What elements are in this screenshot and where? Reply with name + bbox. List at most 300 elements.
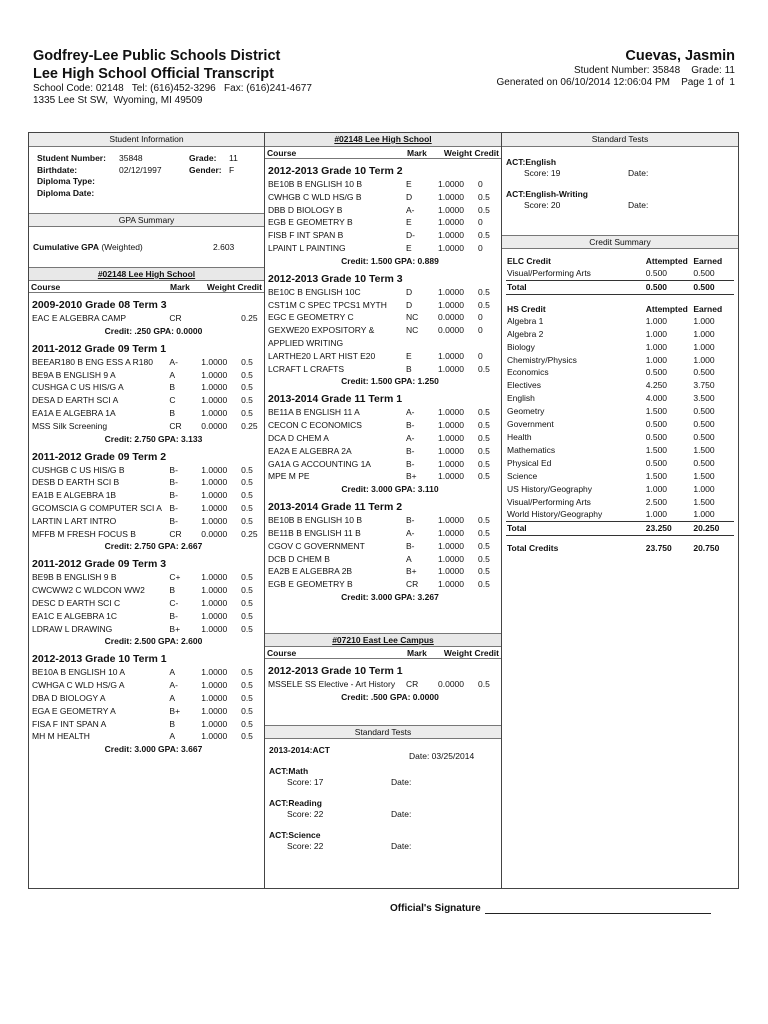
credit-attempted: 0.500: [645, 457, 668, 468]
test-date: Date:: [391, 840, 412, 851]
course-weight: 0.0000: [201, 528, 228, 539]
term-heading: 2013-2014 Grade 11 Term 2: [268, 501, 403, 514]
course-name: CGOV C GOVERNMENT: [268, 540, 365, 551]
course-row: [265, 445, 501, 458]
cumulative-gpa-label: Cumulative GPA: [33, 242, 99, 252]
course-mark: B: [169, 718, 176, 729]
term-heading: 2011-2012 Grade 09 Term 2: [32, 450, 167, 463]
credit-earned: 0.500: [693, 419, 715, 430]
course-credit: 0.5: [241, 490, 253, 501]
course-weight: 1.0000: [438, 242, 464, 253]
hs-credit-header: [502, 303, 738, 315]
credit-subject: Visual/Performing Arts: [507, 496, 591, 507]
credit-attempted: 0.500: [645, 281, 668, 292]
course-weight: 1.0000: [438, 179, 464, 189]
course-weight: 1.0000: [438, 299, 464, 310]
credit-attempted: 1.000: [645, 328, 668, 339]
course-name: CUSHGA C US HIS/G A: [32, 382, 124, 393]
credit-subject: Electives: [507, 380, 542, 391]
course-name: LCRAFT L CRAFTS: [268, 363, 345, 374]
course-weight: 0.0000: [438, 325, 464, 336]
course-credit: 0.5: [478, 540, 490, 551]
credit-attempted: 1.000: [645, 315, 668, 326]
test-score: Score: 17: [287, 776, 324, 787]
gpa-summary-heading: GPA Summary: [29, 213, 264, 227]
term-credit-gpa: Credit: .250 GPA: 0.0000: [104, 325, 203, 336]
course-row: [29, 679, 264, 692]
test-date: Date:: [391, 808, 412, 819]
hs-total-row: [506, 521, 734, 536]
course-row: [29, 420, 264, 433]
credit-row: [502, 444, 738, 457]
course-row: [265, 527, 501, 540]
course-weight: 1.0000: [201, 477, 228, 488]
district-name: Godfrey-Lee Public Schools District: [33, 48, 281, 64]
credit-subject: Chemistry/Physics: [507, 354, 577, 365]
course-mark: A: [169, 667, 176, 678]
course-name: FISB F INT SPAN B: [268, 230, 344, 241]
course-weight: 1.0000: [438, 363, 464, 374]
course-credit: 0.5: [241, 597, 253, 608]
course-weight: 1.0000: [201, 667, 228, 678]
course-credit: 0.5: [241, 515, 253, 526]
course-mark: A-: [406, 204, 415, 215]
course-name: MPE M PE: [268, 471, 310, 482]
course-row: [265, 470, 501, 483]
term-credit-gpa: Credit: .500 GPA: 0.0000: [341, 691, 439, 702]
weight-col: Weight: [443, 148, 473, 158]
course-credit: 0.5: [241, 623, 253, 634]
course-credit: 0.25: [241, 313, 258, 323]
course-name: GCOMSCIA G COMPUTER SCI A: [32, 502, 162, 513]
course-row: [29, 584, 264, 597]
course-row: [265, 363, 501, 376]
signature-area: [390, 902, 711, 914]
term-heading: 2012-2013 Grade 10 Term 2: [268, 165, 403, 177]
course-name: CUSHGB C US HIS/G B: [32, 464, 125, 475]
attempted-label: Attempted: [645, 256, 688, 266]
term-credit-gpa: Credit: 1.500 GPA: 1.250: [341, 376, 439, 387]
course-mark: B-: [406, 420, 415, 431]
course-credit: 0.5: [241, 667, 253, 678]
course-weight: 1.0000: [201, 680, 228, 691]
course-weight: 1.0000: [201, 705, 228, 716]
course-name: CWHGB C WLD HS/G B: [268, 191, 362, 202]
course-name: MH M HEALTH: [32, 731, 90, 742]
mark-col: Mark: [407, 647, 427, 658]
course-mark: B-: [406, 445, 415, 456]
term-credit-gpa: Credit: 3.000 GPA: 3.667: [104, 744, 203, 755]
total-credits-wrap: [502, 542, 738, 555]
course-credit: 0.5: [241, 610, 253, 621]
course-name: BE10C B ENGLISH 10C: [268, 286, 361, 297]
course-name: MSSELE SS Elective - Art History: [268, 678, 396, 689]
course-name: DESA D EARTH SCI A: [32, 395, 119, 406]
course-credit: 0.25: [241, 528, 258, 539]
course-name: CECON C ECONOMICS: [268, 420, 362, 431]
credit-earned: 1.500: [693, 444, 715, 455]
term-credit-gpa: Credit: 3.000 GPA: 3.110: [341, 484, 439, 495]
course-credit: 0.5: [478, 445, 490, 456]
course-mark: E: [406, 217, 412, 228]
earned-label: Earned: [693, 256, 723, 266]
course-mark: B-: [169, 464, 178, 475]
standard-tests-heading-mid: Standard Tests: [265, 725, 501, 739]
course-mark: B: [406, 363, 412, 374]
standard-tests-heading-right: Standard Tests: [502, 133, 738, 147]
course-weight: 1.0000: [201, 610, 228, 621]
transcript-body: [28, 132, 739, 889]
school-heading-lee-2: #02148 Lee High School: [265, 133, 501, 147]
credit-subject: US History/Geography: [507, 483, 593, 494]
course-credit: 0.5: [478, 471, 490, 482]
school-contact: School Code: 02148 Tel: (616)452-3296 Fax: (616)241-4677: [33, 83, 312, 94]
credit-attempted: 1.500: [645, 444, 668, 455]
course-name: DESB D EARTH SCI B: [32, 477, 120, 488]
course-weight: 1.0000: [201, 356, 228, 367]
test-score-date: [506, 168, 734, 179]
course-row: [265, 242, 501, 255]
course-row: [265, 578, 501, 591]
course-weight: 1.0000: [201, 464, 228, 475]
course-mark: NC: [406, 312, 419, 323]
col2-terms: [265, 165, 501, 603]
course-row: [29, 381, 264, 394]
course-credit: 0.5: [478, 299, 490, 310]
course-credit: 0.5: [478, 407, 490, 418]
course-name: EA1B E ALGEBRA 1B: [32, 490, 117, 501]
course-credit: 0: [478, 242, 483, 253]
credit-earned: 0.500: [693, 268, 715, 278]
course-mark: A-: [406, 407, 415, 418]
credit-row: [502, 366, 738, 379]
birthdate-label: Birthdate:: [37, 164, 78, 175]
credit-earned: 0.500: [693, 431, 715, 442]
course-name: EGB E GEOMETRY B: [268, 217, 353, 228]
course-row: [265, 406, 501, 419]
course-mark: D: [406, 191, 413, 202]
cumulative-gpa: [29, 241, 264, 253]
test-date: Date:: [391, 776, 412, 787]
credit-subject: Economics: [507, 367, 549, 378]
school-address: 1335 Lee St SW, Wyoming, MI 49509: [33, 95, 203, 106]
gpa-qualifier: (Weighted): [101, 242, 143, 252]
course-weight: 1.0000: [438, 566, 464, 577]
course-row: [265, 229, 501, 242]
credit-earned: 0.500: [693, 457, 715, 468]
course-mark: B-: [169, 502, 178, 513]
course-weight: 1.0000: [201, 692, 228, 703]
middle-column: [265, 133, 502, 888]
course-row: [29, 705, 264, 718]
credit-row: [502, 267, 738, 280]
test-item: [265, 798, 501, 820]
course-name: GEXWE20 EXPOSITORY & APPLIED WRITING: [268, 325, 375, 348]
credit-earned: 1.000: [693, 354, 715, 365]
course-row: [265, 178, 501, 191]
course-name: EGC E GEOMETRY C: [268, 312, 354, 323]
course-mark: NC: [406, 325, 419, 336]
course-row: [265, 458, 501, 471]
course-row: [29, 369, 264, 382]
course-mark: A-: [406, 527, 415, 538]
credit-earned: 1.500: [693, 496, 715, 507]
course-weight: 1.0000: [201, 407, 228, 418]
course-row: [265, 432, 501, 445]
course-credit: 0.5: [241, 692, 253, 703]
credit-subject: Algebra 1: [507, 315, 544, 326]
course-credit: 0: [478, 312, 483, 323]
weight-col: Weight: [206, 282, 236, 292]
test-item: [502, 189, 738, 211]
weight-credit-col: [204, 281, 262, 292]
course-weight: 1.0000: [201, 585, 228, 596]
credit-subject: Science: [507, 470, 538, 481]
course-credit: 0.5: [241, 718, 253, 729]
course-weight: 1.0000: [438, 445, 464, 456]
term-credit-gpa: Credit: 2.500 GPA: 2.600: [104, 636, 203, 647]
credit-row: [502, 483, 738, 496]
transcript-header: [33, 47, 312, 107]
course-mark: B+: [406, 471, 417, 482]
student-info-heading: Student Information: [29, 133, 264, 147]
course-weight: 1.0000: [438, 515, 464, 526]
course-row: [29, 692, 264, 705]
student-header: [496, 47, 735, 89]
test-name: ACT:English-Writing: [506, 189, 588, 199]
credit-attempted: 0.500: [645, 367, 668, 378]
credit-subject: Total: [507, 281, 527, 292]
mark-col: Mark: [407, 148, 427, 158]
credit-subject: Physical Ed: [507, 457, 552, 468]
course-row: [29, 489, 264, 502]
test-score: Score: 22: [287, 840, 324, 851]
weight-col: Weight: [443, 647, 473, 658]
transcript-title: Lee High School Official Transcript: [33, 66, 274, 82]
right-tests: [502, 157, 738, 211]
course-mark: B-: [169, 515, 178, 526]
course-credit: 0.5: [241, 731, 253, 742]
course-credit: 0.5: [478, 678, 490, 689]
course-credit: 0: [478, 350, 483, 361]
credit-earned: 0.500: [693, 281, 715, 292]
term-heading: 2012-2013 Grade 10 Term 3: [268, 272, 403, 285]
course-name: DBB D BIOLOGY B: [268, 204, 343, 215]
credit-subject: Mathematics: [507, 444, 556, 455]
credit-row: [502, 470, 738, 483]
attempted-label: Attempted: [645, 303, 688, 314]
course-col: Course: [31, 282, 61, 292]
test-name: ACT:Reading: [269, 797, 322, 808]
school-heading-lee: #02148 Lee High School: [29, 267, 264, 281]
course-row: [265, 286, 501, 299]
course-name: BE11B B ENGLISH 11 B: [268, 527, 361, 538]
mark-col: Mark: [170, 282, 190, 292]
course-mark: B-: [169, 610, 178, 621]
credit-subject: Total Credits: [507, 543, 559, 554]
course-name: EA1A E ALGEBRA 1A: [32, 407, 116, 418]
course-credit: 0.5: [241, 356, 253, 367]
credit-row: [502, 457, 738, 470]
course-mark: CR: [169, 313, 182, 323]
course-name: EGA E GEOMETRY A: [32, 705, 116, 716]
course-mark: A: [169, 692, 176, 703]
course-credit: 0.5: [241, 680, 253, 691]
mid-tests: [265, 766, 501, 852]
course-mark: B+: [169, 623, 181, 634]
course-credit: 0.5: [241, 585, 253, 596]
course-weight: 1.0000: [438, 350, 464, 361]
course-name: EAC E ALGEBRA CAMP: [32, 313, 127, 323]
course-credit: 0.5: [241, 369, 253, 380]
course-weight: 1.0000: [438, 432, 464, 443]
course-credit: 0.5: [241, 382, 253, 393]
elc-credit-header: [502, 255, 738, 267]
test-score: Score: 22: [287, 808, 324, 819]
course-row: [29, 515, 264, 528]
course-credit: 0.5: [478, 230, 490, 241]
col1-terms: [29, 299, 264, 755]
credit-earned: 20.750: [693, 543, 720, 554]
course-row: [265, 514, 501, 527]
course-col: Course: [267, 647, 297, 658]
course-weight: 1.0000: [438, 217, 464, 228]
course-name: DCB D CHEM B: [268, 553, 330, 564]
credit-subject: Visual/Performing Arts: [507, 268, 591, 278]
course-row: [29, 476, 264, 489]
course-mark: CR: [169, 528, 182, 539]
term-credit-gpa: Credit: 2.750 GPA: 2.667: [104, 541, 203, 552]
credit-attempted: 1.000: [645, 483, 668, 494]
course-credit: 0.5: [478, 363, 490, 374]
credit-col: Credit: [474, 148, 499, 158]
credit-attempted: 0.500: [645, 419, 668, 430]
course-row: [29, 610, 264, 623]
course-weight: 1.0000: [438, 540, 464, 551]
term-heading: 2012-2013 Grade 10 Term 1: [32, 653, 167, 666]
course-credit: 0.5: [478, 458, 490, 469]
course-mark: A: [406, 553, 412, 564]
credit-attempted: 0.500: [645, 431, 668, 442]
course-credit: 0.5: [478, 566, 490, 577]
credit-earned: 1.500: [693, 470, 715, 481]
course-mark: B-: [406, 515, 415, 526]
course-mark: E: [406, 179, 412, 189]
earned-label: Earned: [693, 303, 723, 314]
test-item: [265, 766, 501, 788]
term-credit-gpa: Credit: 1.500 GPA: 0.889: [341, 255, 439, 266]
course-credit: 0.5: [478, 553, 490, 564]
course-mark: B: [169, 382, 176, 393]
course-name: BE11A B ENGLISH 11 A: [268, 407, 360, 418]
credit-row: [502, 496, 738, 509]
course-name: CST1M C SPEC TPCS1 MYTH: [268, 299, 387, 310]
course-weight: 1.0000: [438, 553, 464, 564]
credit-attempted: 4.000: [645, 393, 668, 404]
course-row: [265, 540, 501, 553]
test-score: Score: 19: [524, 168, 561, 178]
credit-row: [502, 418, 738, 431]
term-credit-gpa: Credit: 2.750 GPA: 3.133: [104, 433, 203, 444]
course-credit: 0.5: [478, 527, 490, 538]
course-mark: D-: [406, 230, 415, 241]
course-mark: E: [406, 242, 412, 253]
course-mark: B: [169, 407, 176, 418]
course-mark: A: [169, 731, 176, 742]
course-weight: 1.0000: [438, 458, 464, 469]
course-row: [29, 502, 264, 515]
course-column-headers: [29, 281, 264, 293]
credit-attempted: 2.500: [645, 496, 668, 507]
course-weight: 1.0000: [201, 597, 228, 608]
credit-subject: Algebra 2: [507, 328, 544, 339]
course-mark: B: [169, 585, 176, 596]
credit-row: [502, 341, 738, 354]
credit-earned: 0.500: [693, 367, 715, 378]
course-row: [265, 191, 501, 204]
credit-subject: Health: [507, 431, 532, 442]
credit-attempted: 23.750: [645, 543, 672, 554]
credit-row: [502, 431, 738, 444]
course-mark: A-: [169, 680, 178, 691]
birthdate-value: 02/12/1997: [119, 164, 162, 175]
course-row: [265, 553, 501, 566]
credit-row: [502, 392, 738, 405]
course-row: [265, 419, 501, 432]
credit-row: [502, 315, 738, 328]
test-name: ACT:English: [506, 157, 557, 167]
test-name: ACT:Math: [269, 765, 309, 776]
course-credit: 0.5: [478, 420, 490, 431]
course-name: FISA F INT SPAN A: [32, 718, 107, 729]
student-info: [29, 147, 264, 205]
test-score-date: [269, 777, 497, 788]
credit-earned: 3.500: [693, 393, 715, 404]
course-row: [29, 528, 264, 541]
course-credit: 0.5: [478, 579, 490, 590]
weight-credit-col: [441, 647, 499, 658]
test-score: Score: 20: [524, 200, 561, 210]
course-row: [29, 666, 264, 679]
credit-row: [502, 405, 738, 418]
course-weight: [201, 312, 241, 325]
course-column-headers-3: [265, 647, 501, 659]
course-weight: 1.0000: [201, 515, 228, 526]
credit-subject: Total: [507, 523, 527, 534]
term-heading: 2009-2010 Grade 08 Term 3: [32, 299, 167, 311]
course-name: EA1C E ALGEBRA 1C: [32, 610, 118, 621]
course-name: MSS Silk Screening: [32, 420, 108, 431]
credit-earned: 1.000: [693, 315, 715, 326]
course-weight: 1.0000: [201, 572, 228, 583]
signature-label: Official's Signature: [390, 903, 481, 914]
credit-row: [502, 508, 738, 521]
course-mark: C+: [169, 572, 181, 583]
student-number-value: 35848: [119, 153, 143, 163]
credit-col: Credit: [474, 647, 499, 658]
course-credit: 0.5: [478, 286, 490, 297]
credit-subject: Biology: [507, 341, 535, 352]
course-mark: E: [406, 350, 412, 361]
course-mark: B-: [169, 477, 178, 488]
credit-row: [502, 379, 738, 392]
credit-summary-heading: Credit Summary: [502, 235, 738, 249]
course-name: EA2B E ALGEBRA 2B: [268, 566, 353, 577]
course-row: [265, 204, 501, 217]
course-mark: CR: [406, 579, 419, 590]
course-credit: 0: [478, 217, 483, 228]
credit-row: [502, 354, 738, 367]
